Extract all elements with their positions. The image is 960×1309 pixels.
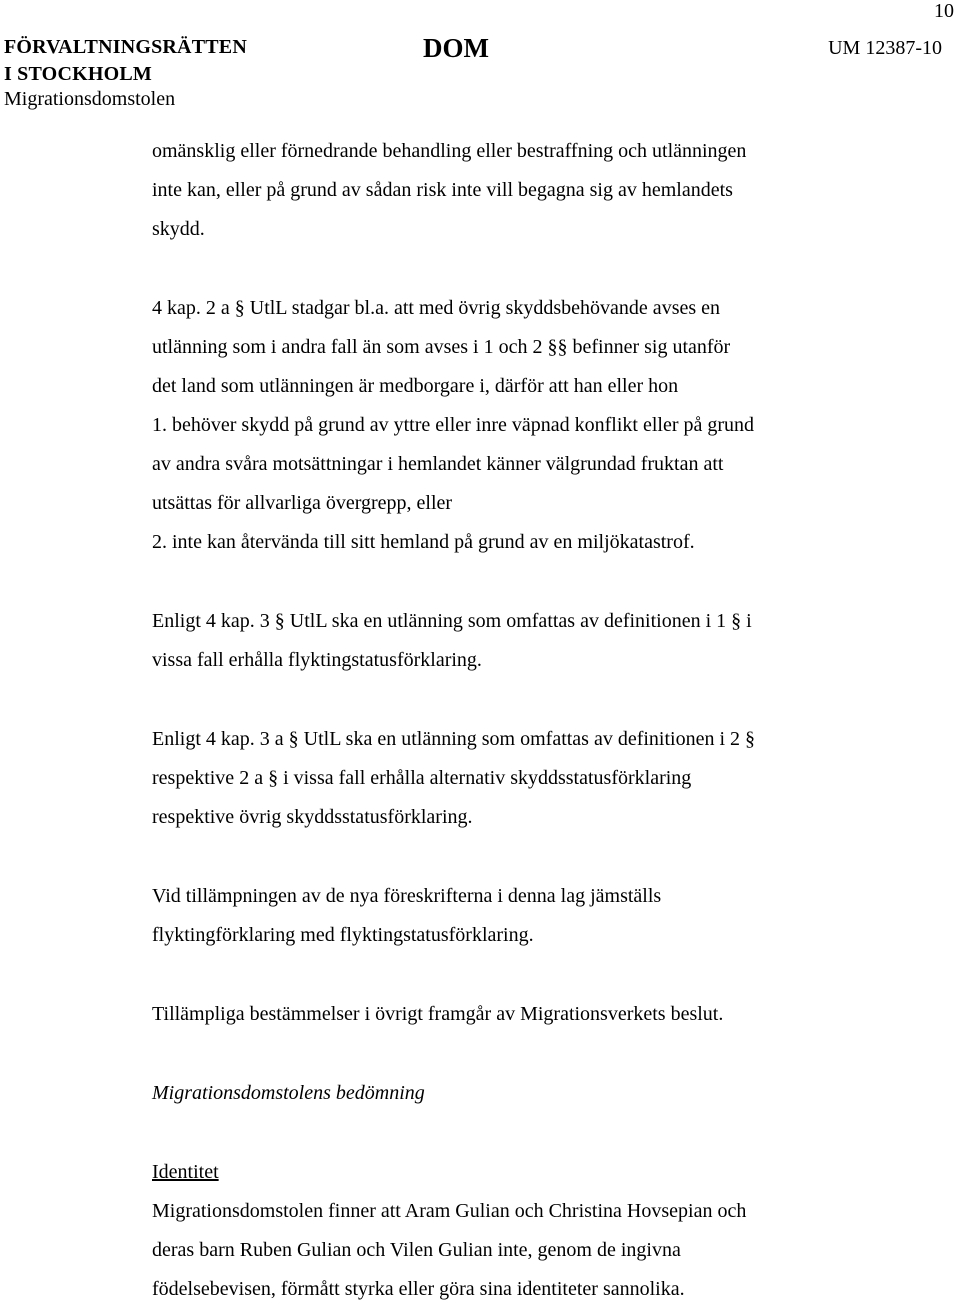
text-line: Migrationsdomstolen finner att Aram Gulian och Christina Hovsepian och (152, 1200, 747, 1222)
text-line: det land som utlänningen är medborgare i, därför att han eller hon (152, 375, 679, 397)
text-line: omänsklig eller förnedrande behandling eller bestraffning och utlänningen (152, 140, 747, 162)
text-line: Tillämpliga bestämmelser i övrigt framgår av Migrationsverkets beslut. (152, 1003, 724, 1025)
text-line: 4 kap. 2 a § UtlL stadgar bl.a. att med övrig skyddsbehövande avses en (152, 297, 721, 319)
text-line: 2. inte kan återvända till sitt hemland på grund av en miljökatastrof. (152, 531, 695, 553)
court-name (4, 34, 247, 88)
text-line: Enligt 4 kap. 3 a § UtlL ska en utlänning som omfattas av definitionen i 2 § (152, 728, 756, 750)
text-line: födelsebevisen, förmått styrka eller göra sina identiteter sannolika. (152, 1278, 685, 1300)
section-heading-identity: Identitet (152, 1161, 219, 1183)
text-line: flyktingförklaring med flyktingstatusförklaring. (152, 924, 534, 946)
case-number: UM 12387-10 (828, 37, 942, 59)
paragraph-3 (152, 602, 872, 680)
text-line: 1. behöver skydd på grund av yttre eller inre väpnad konflikt eller på grund (152, 414, 755, 436)
text-line: respektive 2 a § i vissa fall erhålla alternativ skyddsstatusförklaring (152, 767, 692, 789)
court-name-line-1: FÖRVALTNINGSRÄTTEN (4, 36, 247, 58)
text-line: skydd. (152, 218, 205, 240)
text-line: utsättas för allvarliga övergrepp, eller (152, 492, 453, 514)
text-line: Enligt 4 kap. 3 § UtlL ska en utlänning som omfattas av definitionen i 1 § i (152, 610, 752, 632)
paragraph-5 (152, 877, 872, 955)
page-number: 10 (934, 0, 954, 22)
court-division: Migrationsdomstolen (4, 88, 176, 110)
text-line: Vid tillämpningen av de nya föreskrifterna i denna lag jämställs (152, 885, 662, 907)
text-line: inte kan, eller på grund av sådan risk inte vill begagna sig av hemlandets (152, 179, 733, 201)
document-type: DOM (423, 33, 489, 63)
document-body (152, 132, 872, 1309)
paragraph-2 (152, 289, 872, 562)
text-line: av andra svåra motsättningar i hemlandet känner välgrundad fruktan att (152, 453, 724, 475)
text-line: respektive övrig skyddsstatusförklaring. (152, 806, 473, 828)
section-heading-assessment: Migrationsdomstolens bedömning (152, 1082, 425, 1104)
paragraph-6 (152, 995, 872, 1034)
text-line: utlänning som i andra fall än som avses i 1 och 2 §§ befinner sig utanför (152, 336, 731, 358)
paragraph-7 (152, 1192, 872, 1309)
paragraph-1 (152, 132, 872, 249)
text-line: deras barn Ruben Gulian och Vilen Gulian inte, genom de ingivna (152, 1239, 681, 1261)
paragraph-4 (152, 720, 872, 837)
court-name-line-2: I STOCKHOLM (4, 63, 152, 85)
text-line: vissa fall erhålla flyktingstatusförklaring. (152, 649, 482, 671)
